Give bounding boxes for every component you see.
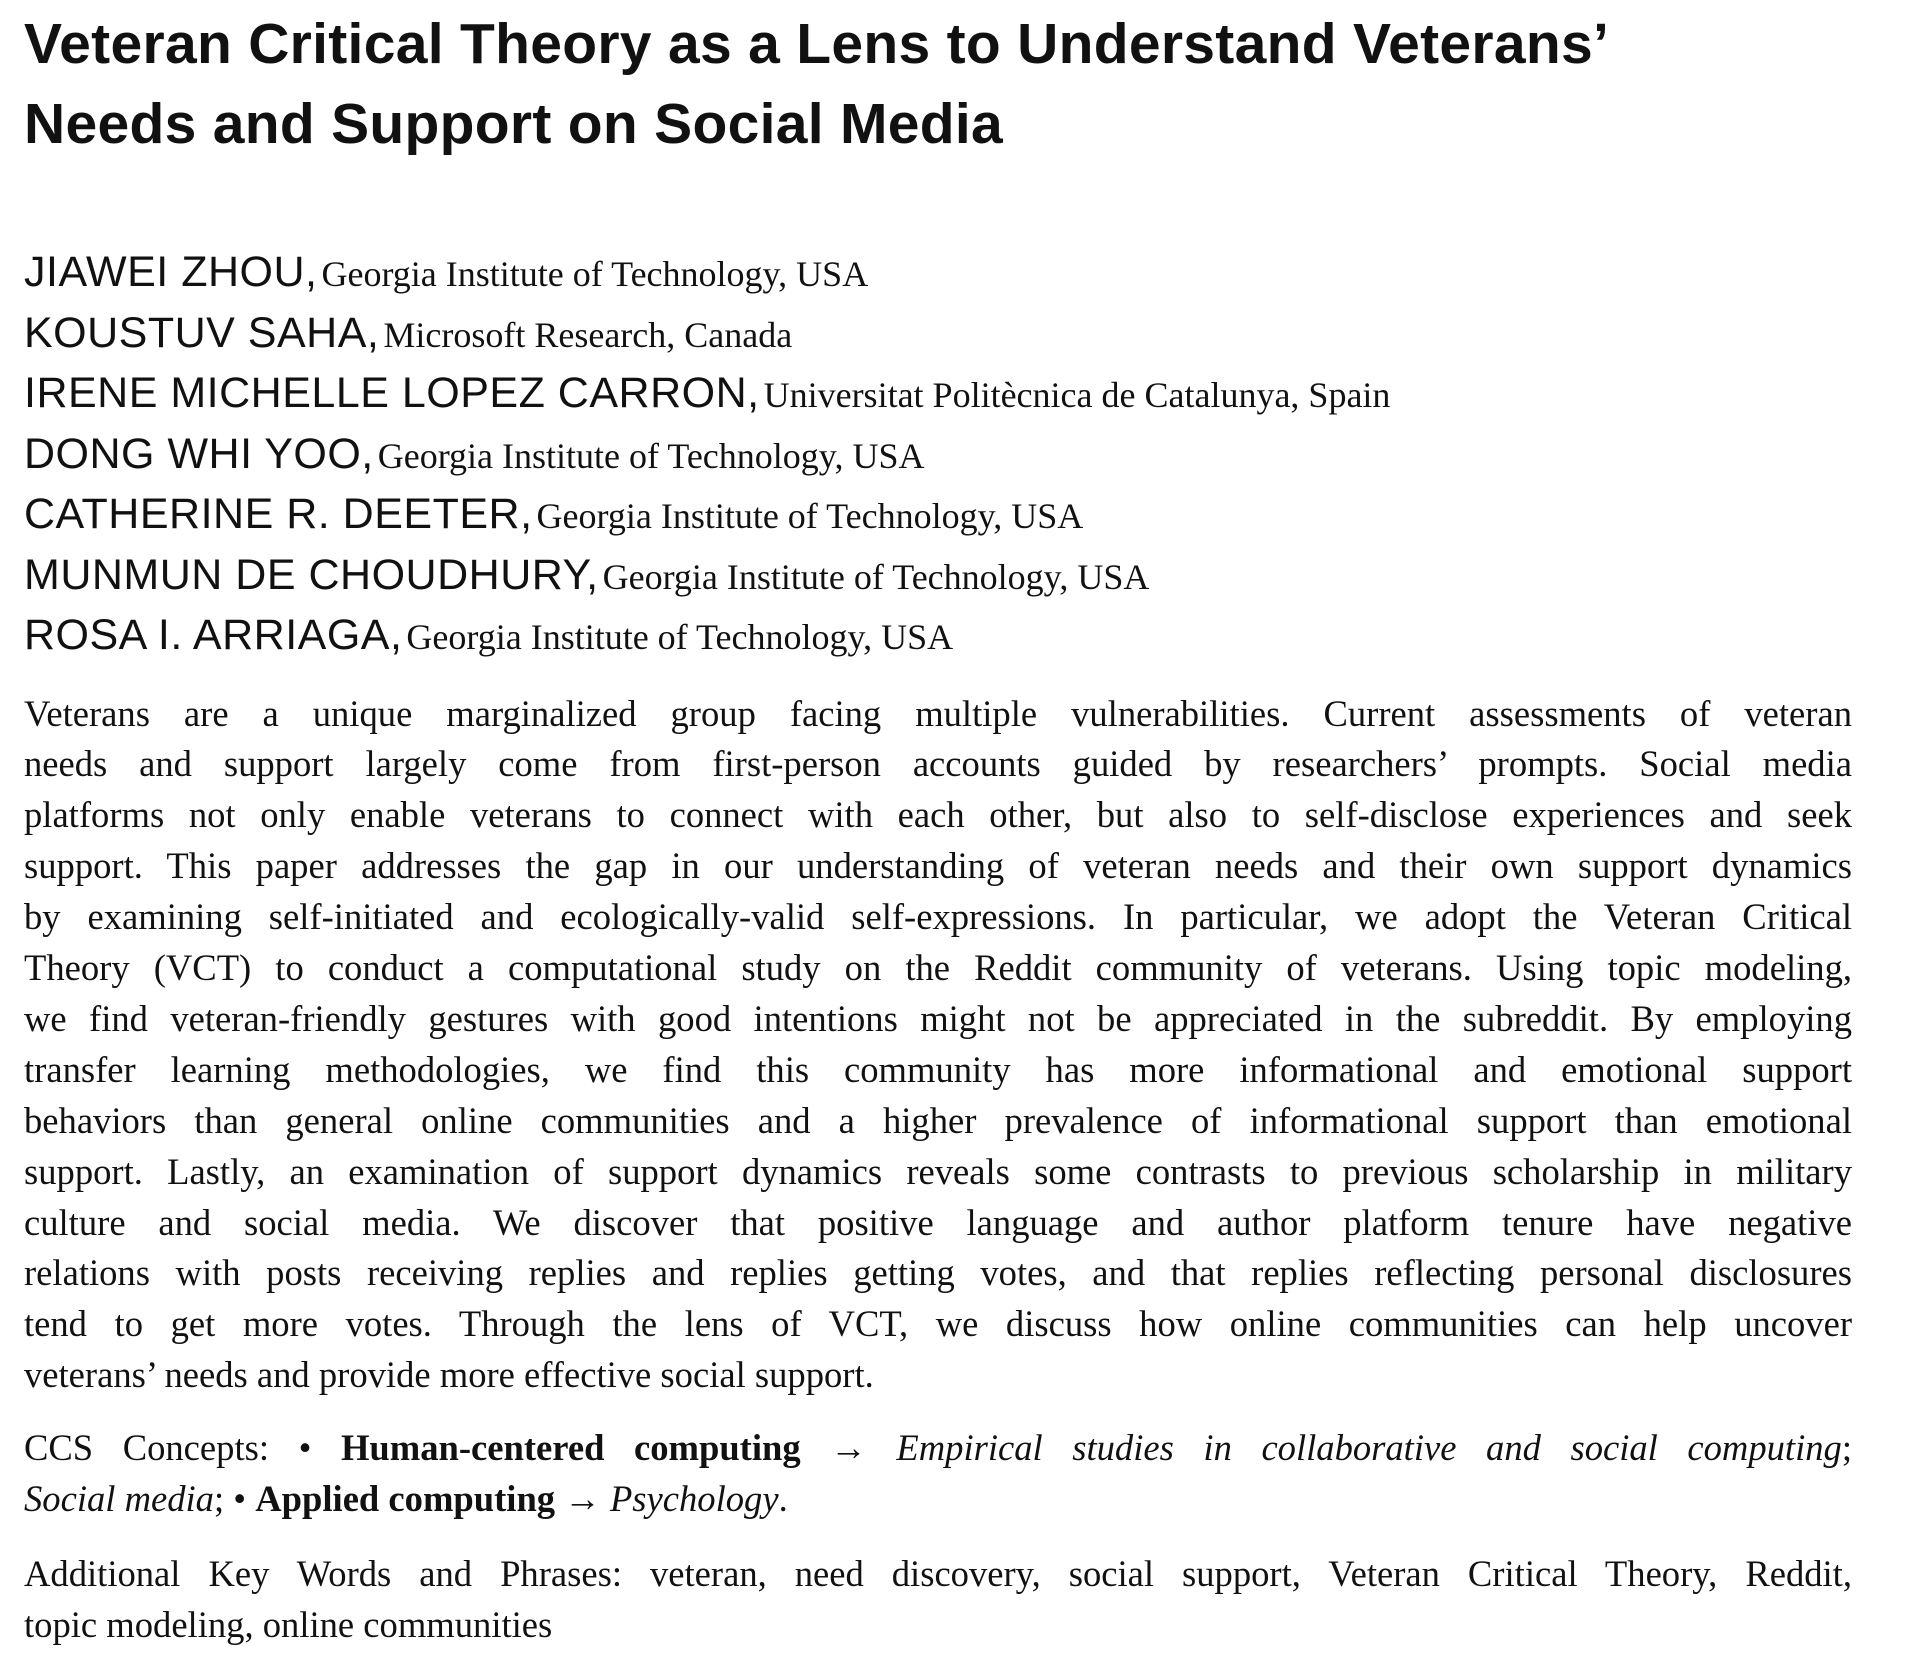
- paper-title: [24, 0, 1852, 164]
- author-affiliation: Microsoft Research, Canada: [383, 314, 793, 355]
- abstract: [24, 689, 1852, 1402]
- author-affiliation: Universitat Politècnica de Catalunya, Spain: [763, 375, 1391, 415]
- abstract-line: veterans’ needs and provide more effective social support.: [24, 1354, 874, 1396]
- keywords-line-2: topic modeling, online communities: [24, 1603, 553, 1645]
- ccs-arrow: →: [830, 1427, 867, 1469]
- abstract-line: relations with posts receiving replies and replies getting votes, and that replies reflecting personal disclosures: [24, 1252, 1852, 1294]
- ccs-separator: ;: [1841, 1427, 1853, 1469]
- author-entry: [24, 605, 1852, 666]
- author-entry: [24, 363, 1852, 424]
- abstract-line: behaviors than general online communities and a higher prevalence of informational support than emotional: [24, 1099, 1852, 1141]
- ccs-concept-1-sub: Empirical studies in collaborative and social computing: [896, 1427, 1842, 1469]
- ccs-concepts: [24, 1423, 1852, 1525]
- ccs-line-2: [24, 1474, 1852, 1525]
- abstract-line: by examining self-initiated and ecologically-valid self-expressions. In particular, we adopt the Veteran Critical: [24, 896, 1852, 938]
- ccs-bullet: •: [233, 1478, 247, 1520]
- author-entry: [24, 242, 1852, 303]
- author-name: JIAWEI ZHOU,: [24, 248, 318, 296]
- abstract-line: support. Lastly, an examination of support dynamics reveals some contrasts to previous scholarship in military: [24, 1150, 1852, 1192]
- ccs-concept-1-sub-2: Social media: [24, 1478, 214, 1520]
- ccs-concept-2: Applied computing: [255, 1478, 556, 1520]
- author-name: DONG WHI YOO,: [24, 429, 374, 478]
- title-line-1: Veteran Critical Theory as a Lens to Understand Veterans’: [24, 12, 1610, 76]
- author-affiliation: Georgia Institute of Technology, USA: [321, 254, 869, 294]
- ccs-arrow: →: [564, 1478, 601, 1520]
- ccs-label: CCS Concepts:: [24, 1427, 269, 1469]
- keywords: [24, 1549, 1852, 1651]
- abstract-line: culture and social media. We discover that positive language and author platform tenure have negative: [24, 1201, 1852, 1243]
- abstract-line: platforms not only enable veterans to connect with each other, but also to self-disclose experiences and seek: [24, 794, 1852, 836]
- author-entry: [24, 484, 1852, 545]
- author-list: [24, 242, 1852, 666]
- author-entry: [24, 303, 1852, 364]
- abstract-line: transfer learning methodologies, we find this community has more informational and emotional support: [24, 1048, 1852, 1090]
- author-name: MUNMUN DE CHOUDHURY,: [24, 550, 599, 599]
- author-name: CATHERINE R. DEETER,: [24, 490, 533, 538]
- ccs-concept-2-sub: Psychology: [609, 1478, 779, 1520]
- author-entry: [24, 424, 1852, 485]
- ccs-concept-1: Human-centered computing: [340, 1427, 801, 1469]
- author-entry: [24, 545, 1852, 606]
- author-affiliation: Georgia Institute of Technology, USA: [602, 556, 1150, 597]
- abstract-line: support. This paper addresses the gap in our understanding of veteran needs and their own support dynamics: [24, 845, 1852, 887]
- author-name: IRENE MICHELLE LOPEZ CARRON,: [24, 369, 760, 417]
- author-name: KOUSTUV SAHA,: [24, 308, 380, 357]
- author-name: ROSA I. ARRIAGA,: [24, 611, 403, 659]
- author-affiliation: Georgia Institute of Technology, USA: [377, 435, 925, 476]
- keywords-line-1: Additional Key Words and Phrases: veteran, need discovery, social support, Veteran Critical Theory, Reddit,: [24, 1553, 1852, 1594]
- ccs-period: .: [778, 1478, 788, 1520]
- ccs-separator: ;: [213, 1478, 225, 1520]
- abstract-line: needs and support largely come from first-person accounts guided by researchers’ prompts. Social media: [24, 743, 1852, 785]
- abstract-line: we find veteran-friendly gestures with good intentions might not be appreciated in the subreddit. By employing: [24, 997, 1852, 1039]
- abstract-line: Veterans are a unique marginalized group facing multiple vulnerabilities. Current assessments of veteran: [24, 692, 1852, 734]
- title-line-2: Needs and Support on Social Media: [24, 92, 1004, 156]
- abstract-line: Theory (VCT) to conduct a computational study on the Reddit community of veterans. Using topic modeling,: [24, 947, 1852, 989]
- author-affiliation: Georgia Institute of Technology, USA: [536, 496, 1084, 536]
- author-affiliation: Georgia Institute of Technology, USA: [406, 617, 954, 657]
- ccs-bullet: •: [298, 1427, 312, 1469]
- abstract-line: tend to get more votes. Through the lens of VCT, we discuss how online communities can help uncover: [24, 1303, 1852, 1345]
- ccs-line-1: [24, 1423, 1852, 1474]
